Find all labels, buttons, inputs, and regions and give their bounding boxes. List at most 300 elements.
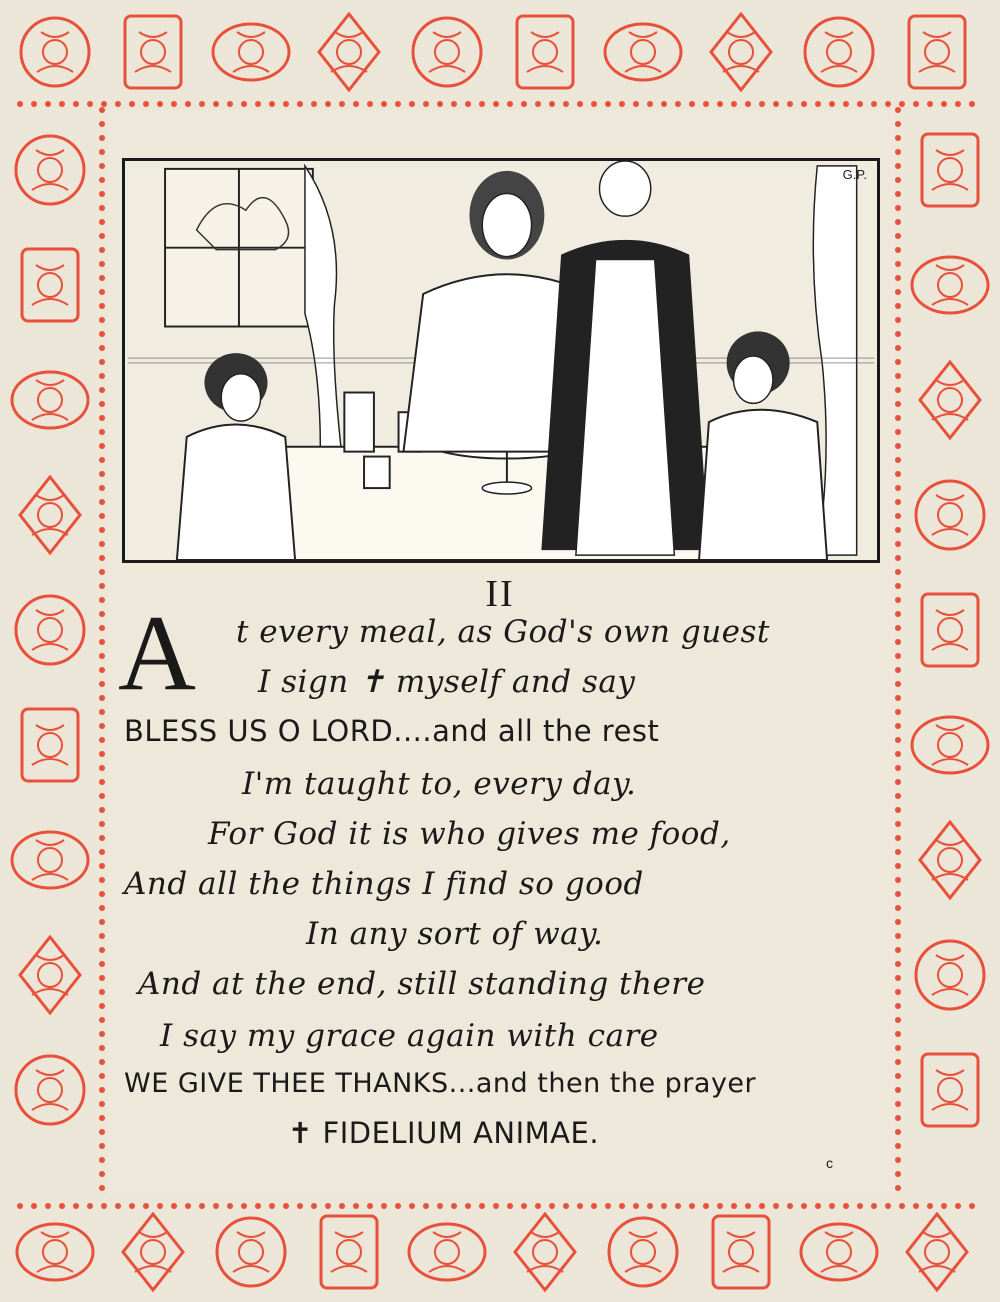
bead bbox=[895, 933, 901, 939]
bead bbox=[143, 101, 149, 107]
crucifix-icon bbox=[517, 16, 573, 88]
bead bbox=[563, 101, 569, 107]
bead bbox=[99, 1087, 105, 1093]
bead bbox=[99, 121, 105, 127]
bead bbox=[395, 101, 401, 107]
bead bbox=[99, 429, 105, 435]
crucifix-icon bbox=[912, 257, 988, 313]
bead bbox=[895, 849, 901, 855]
bead bbox=[895, 1003, 901, 1009]
poem-line-7: In any sort of way. bbox=[306, 916, 604, 952]
bead bbox=[99, 1059, 105, 1065]
poem-line-8: And at the end, still standing there bbox=[138, 966, 706, 1002]
artist-signature: G.P. bbox=[842, 167, 867, 182]
bead bbox=[507, 1203, 513, 1209]
angel-icon bbox=[920, 362, 980, 438]
bead bbox=[885, 101, 891, 107]
bead bbox=[99, 485, 105, 491]
bead bbox=[269, 1203, 275, 1209]
bead bbox=[227, 1203, 233, 1209]
bead bbox=[99, 205, 105, 211]
bead bbox=[661, 101, 667, 107]
bead bbox=[99, 233, 105, 239]
bead bbox=[129, 101, 135, 107]
bead bbox=[895, 359, 901, 365]
bead bbox=[99, 457, 105, 463]
bead bbox=[895, 751, 901, 757]
bead bbox=[895, 1073, 901, 1079]
bead bbox=[647, 1203, 653, 1209]
bead bbox=[339, 1203, 345, 1209]
camel-icon bbox=[22, 249, 78, 321]
bead bbox=[895, 1143, 901, 1149]
bead bbox=[895, 947, 901, 953]
bead bbox=[895, 1017, 901, 1023]
bead bbox=[895, 149, 901, 155]
bead bbox=[283, 1203, 289, 1209]
bead bbox=[521, 101, 527, 107]
bead bbox=[941, 101, 947, 107]
bead bbox=[895, 401, 901, 407]
bead bbox=[99, 751, 105, 757]
bead bbox=[157, 1203, 163, 1209]
bead bbox=[647, 101, 653, 107]
bead bbox=[895, 905, 901, 911]
bead bbox=[895, 709, 901, 715]
donkey-icon bbox=[805, 18, 873, 86]
drop-cap: A bbox=[118, 594, 196, 713]
train-icon bbox=[12, 372, 88, 428]
family-grace-at-table-illustration bbox=[125, 161, 877, 560]
bead bbox=[17, 101, 23, 107]
toy-book-icon bbox=[321, 1216, 377, 1288]
my-prayer-book-icon bbox=[916, 481, 984, 549]
mask-icon bbox=[20, 477, 80, 553]
bead bbox=[969, 101, 975, 107]
bead bbox=[297, 1203, 303, 1209]
bead bbox=[99, 345, 105, 351]
elephant-icon bbox=[16, 136, 84, 204]
bead bbox=[521, 1203, 527, 1209]
bead bbox=[353, 101, 359, 107]
bead bbox=[895, 1129, 901, 1135]
bead bbox=[99, 1157, 105, 1163]
bead bbox=[87, 101, 93, 107]
bead bbox=[339, 101, 345, 107]
poem-line-5: For God it is who gives me food, bbox=[208, 816, 731, 852]
bead bbox=[99, 1143, 105, 1149]
bead bbox=[895, 275, 901, 281]
bead bbox=[99, 919, 105, 925]
bead bbox=[99, 877, 105, 883]
bead bbox=[895, 695, 901, 701]
bead bbox=[99, 1073, 105, 1079]
drum-icon bbox=[916, 941, 984, 1009]
bead bbox=[895, 1045, 901, 1051]
bead bbox=[99, 443, 105, 449]
bead bbox=[99, 135, 105, 141]
bead bbox=[451, 1203, 457, 1209]
bead bbox=[99, 555, 105, 561]
bead bbox=[493, 101, 499, 107]
bead bbox=[895, 891, 901, 897]
bead bbox=[99, 1115, 105, 1121]
bead bbox=[381, 101, 387, 107]
bead bbox=[99, 961, 105, 967]
bead bbox=[895, 429, 901, 435]
bead bbox=[577, 101, 583, 107]
bead bbox=[895, 975, 901, 981]
bead bbox=[395, 1203, 401, 1209]
bead bbox=[675, 101, 681, 107]
bead bbox=[99, 807, 105, 813]
bead bbox=[99, 737, 105, 743]
bead bbox=[895, 807, 901, 813]
bead bbox=[815, 101, 821, 107]
parachute-icon bbox=[907, 1214, 967, 1290]
bead bbox=[311, 1203, 317, 1209]
bead bbox=[241, 101, 247, 107]
bead bbox=[409, 1203, 415, 1209]
shield-medal-icon bbox=[912, 717, 988, 773]
bead bbox=[895, 443, 901, 449]
bead bbox=[101, 1203, 107, 1209]
bead bbox=[927, 1203, 933, 1209]
bead bbox=[787, 101, 793, 107]
bead bbox=[895, 625, 901, 631]
bead bbox=[99, 401, 105, 407]
bead bbox=[99, 905, 105, 911]
bead bbox=[99, 667, 105, 673]
bead bbox=[99, 219, 105, 225]
bead bbox=[283, 101, 289, 107]
bead bbox=[871, 101, 877, 107]
bead bbox=[465, 1203, 471, 1209]
bead bbox=[99, 1101, 105, 1107]
page-mark: c bbox=[826, 1155, 833, 1171]
bead bbox=[955, 1203, 961, 1209]
bead bbox=[99, 835, 105, 841]
bead bbox=[59, 1203, 65, 1209]
bead bbox=[895, 821, 901, 827]
bead bbox=[895, 163, 901, 169]
bead bbox=[99, 779, 105, 785]
bead bbox=[895, 1101, 901, 1107]
toy-soldier-icon bbox=[920, 822, 980, 898]
bead bbox=[591, 1203, 597, 1209]
bead bbox=[895, 331, 901, 337]
bead bbox=[759, 1203, 765, 1209]
bead bbox=[269, 101, 275, 107]
bead bbox=[99, 107, 105, 113]
bead bbox=[895, 765, 901, 771]
teddy-bear-icon bbox=[801, 1224, 877, 1280]
bead bbox=[895, 527, 901, 533]
ball-icon bbox=[22, 709, 78, 781]
bead bbox=[675, 1203, 681, 1209]
bead bbox=[143, 1203, 149, 1209]
poem-line-4: I'm taught to, every day. bbox=[242, 766, 637, 802]
bead bbox=[185, 1203, 191, 1209]
bead bbox=[99, 373, 105, 379]
bead bbox=[367, 1203, 373, 1209]
bead bbox=[895, 1031, 901, 1037]
prayer-card-icon bbox=[213, 24, 289, 80]
bead bbox=[857, 101, 863, 107]
bead bbox=[99, 527, 105, 533]
bead bbox=[99, 163, 105, 169]
lamb-icon bbox=[125, 16, 181, 88]
bead bbox=[857, 1203, 863, 1209]
bead bbox=[759, 101, 765, 107]
bead bbox=[99, 149, 105, 155]
bead bbox=[895, 541, 901, 547]
statue-icon bbox=[922, 134, 978, 206]
bead bbox=[99, 261, 105, 267]
bead bbox=[633, 1203, 639, 1209]
bead bbox=[99, 765, 105, 771]
ab-block-icon bbox=[515, 1214, 575, 1290]
bead bbox=[99, 723, 105, 729]
bead bbox=[99, 247, 105, 253]
bead bbox=[99, 709, 105, 715]
bead bbox=[895, 989, 901, 995]
bead bbox=[895, 653, 901, 659]
bead bbox=[745, 1203, 751, 1209]
bead bbox=[895, 919, 901, 925]
bead bbox=[297, 101, 303, 107]
bead bbox=[829, 101, 835, 107]
bead bbox=[437, 101, 443, 107]
drum-icon bbox=[123, 1214, 183, 1290]
section-number: II bbox=[485, 573, 515, 615]
bead bbox=[895, 499, 901, 505]
bead bbox=[423, 1203, 429, 1209]
angel-icon bbox=[605, 24, 681, 80]
bead bbox=[895, 555, 901, 561]
bead bbox=[895, 261, 901, 267]
bead bbox=[895, 247, 901, 253]
bead bbox=[99, 695, 105, 701]
bead bbox=[115, 1203, 121, 1209]
bead bbox=[451, 101, 457, 107]
poem-line-6: And all the things I find so good bbox=[124, 866, 644, 902]
bead bbox=[255, 1203, 261, 1209]
bead bbox=[99, 849, 105, 855]
bead bbox=[895, 219, 901, 225]
bead bbox=[895, 317, 901, 323]
poem-line-2: I sign ✝ myself and say bbox=[258, 664, 636, 700]
bead bbox=[899, 101, 905, 107]
bead bbox=[99, 639, 105, 645]
bead bbox=[895, 1087, 901, 1093]
bead bbox=[689, 101, 695, 107]
bead bbox=[99, 1045, 105, 1051]
fox-icon bbox=[217, 1218, 285, 1286]
bead bbox=[325, 101, 331, 107]
statue-icon bbox=[413, 18, 481, 86]
bead bbox=[99, 1003, 105, 1009]
bead bbox=[895, 835, 901, 841]
bead bbox=[241, 1203, 247, 1209]
bead bbox=[213, 101, 219, 107]
bead bbox=[895, 233, 901, 239]
bead bbox=[99, 317, 105, 323]
bead bbox=[99, 415, 105, 421]
bead bbox=[99, 1171, 105, 1177]
bead bbox=[703, 1203, 709, 1209]
bead bbox=[731, 101, 737, 107]
bead bbox=[843, 1203, 849, 1209]
bead bbox=[99, 625, 105, 631]
bead bbox=[895, 723, 901, 729]
bead bbox=[969, 1203, 975, 1209]
bead bbox=[59, 101, 65, 107]
bead bbox=[941, 1203, 947, 1209]
bead bbox=[895, 177, 901, 183]
bead bbox=[99, 1129, 105, 1135]
sailor-doll-icon bbox=[609, 1218, 677, 1286]
illustration bbox=[122, 158, 880, 563]
bead bbox=[955, 101, 961, 107]
bead bbox=[895, 1157, 901, 1163]
bead bbox=[99, 1017, 105, 1023]
bead bbox=[895, 205, 901, 211]
bead bbox=[563, 1203, 569, 1209]
bead bbox=[535, 1203, 541, 1209]
bead bbox=[99, 191, 105, 197]
bead bbox=[895, 121, 901, 127]
bead bbox=[87, 1203, 93, 1209]
bead bbox=[895, 303, 901, 309]
bead bbox=[17, 1203, 23, 1209]
bead bbox=[895, 485, 901, 491]
bead bbox=[227, 101, 233, 107]
bead bbox=[493, 1203, 499, 1209]
bead bbox=[895, 681, 901, 687]
bead bbox=[255, 101, 261, 107]
bead bbox=[185, 101, 191, 107]
bead bbox=[99, 513, 105, 519]
ball-icon bbox=[21, 18, 89, 86]
madonna-medal-icon bbox=[16, 1056, 84, 1124]
bead bbox=[99, 975, 105, 981]
bead bbox=[577, 1203, 583, 1209]
bead bbox=[619, 1203, 625, 1209]
bead bbox=[99, 681, 105, 687]
bead bbox=[99, 989, 105, 995]
bead bbox=[409, 101, 415, 107]
bead bbox=[913, 101, 919, 107]
bead bbox=[31, 101, 37, 107]
bead bbox=[895, 1059, 901, 1065]
bead bbox=[99, 793, 105, 799]
poem-line-1: t every meal, as God's own guest bbox=[236, 614, 770, 650]
bead bbox=[99, 471, 105, 477]
bead bbox=[549, 101, 555, 107]
bead bbox=[99, 541, 105, 547]
bead bbox=[899, 1203, 905, 1209]
poem-line-9: I say my grace again with care bbox=[160, 1018, 659, 1054]
bead bbox=[895, 107, 901, 113]
bead bbox=[605, 1203, 611, 1209]
bead bbox=[745, 101, 751, 107]
poem-line-11: ✝ FIDELIUM ANIMAE. bbox=[288, 1116, 600, 1150]
madonna-medal-icon bbox=[319, 14, 379, 90]
bead bbox=[507, 101, 513, 107]
bead bbox=[843, 101, 849, 107]
bead bbox=[895, 1115, 901, 1121]
bead bbox=[787, 1203, 793, 1209]
bead bbox=[773, 101, 779, 107]
bead bbox=[99, 1031, 105, 1037]
bead bbox=[99, 891, 105, 897]
bead bbox=[895, 415, 901, 421]
bead bbox=[885, 1203, 891, 1209]
bead bbox=[157, 101, 163, 107]
bead bbox=[895, 191, 901, 197]
doll-icon bbox=[409, 1224, 485, 1280]
lamb-icon bbox=[12, 832, 88, 888]
bead bbox=[99, 177, 105, 183]
bead bbox=[717, 101, 723, 107]
bead bbox=[479, 1203, 485, 1209]
bead bbox=[895, 1185, 901, 1191]
bead bbox=[45, 101, 51, 107]
bead bbox=[895, 779, 901, 785]
bead bbox=[199, 101, 205, 107]
bead bbox=[99, 821, 105, 827]
bead bbox=[815, 1203, 821, 1209]
bead bbox=[895, 639, 901, 645]
bead bbox=[367, 101, 373, 107]
bead bbox=[829, 1203, 835, 1209]
prayer-card-icon bbox=[20, 937, 80, 1013]
toy-soldier-icon bbox=[17, 1224, 93, 1280]
bead bbox=[99, 303, 105, 309]
bead bbox=[423, 101, 429, 107]
bead bbox=[479, 101, 485, 107]
bead bbox=[801, 1203, 807, 1209]
bead bbox=[895, 667, 901, 673]
bead bbox=[99, 499, 105, 505]
bead bbox=[871, 1203, 877, 1209]
bead bbox=[99, 289, 105, 295]
bead bbox=[633, 101, 639, 107]
bead bbox=[99, 387, 105, 393]
bead bbox=[689, 1203, 695, 1209]
bead bbox=[895, 373, 901, 379]
bead bbox=[437, 1203, 443, 1209]
bead bbox=[661, 1203, 667, 1209]
bead bbox=[325, 1203, 331, 1209]
bead bbox=[213, 1203, 219, 1209]
bead bbox=[99, 947, 105, 953]
poem-line-10: WE GIVE THEE THANKS...and then the prayer bbox=[124, 1068, 757, 1099]
bead bbox=[99, 863, 105, 869]
bead bbox=[115, 101, 121, 107]
bead bbox=[731, 1203, 737, 1209]
bead bbox=[895, 289, 901, 295]
shield-medal-icon bbox=[909, 16, 965, 88]
bead bbox=[73, 101, 79, 107]
bead bbox=[101, 101, 107, 107]
bead bbox=[895, 793, 901, 799]
bead bbox=[619, 101, 625, 107]
bead bbox=[773, 1203, 779, 1209]
fox-icon bbox=[922, 1054, 978, 1126]
bead bbox=[73, 1203, 79, 1209]
